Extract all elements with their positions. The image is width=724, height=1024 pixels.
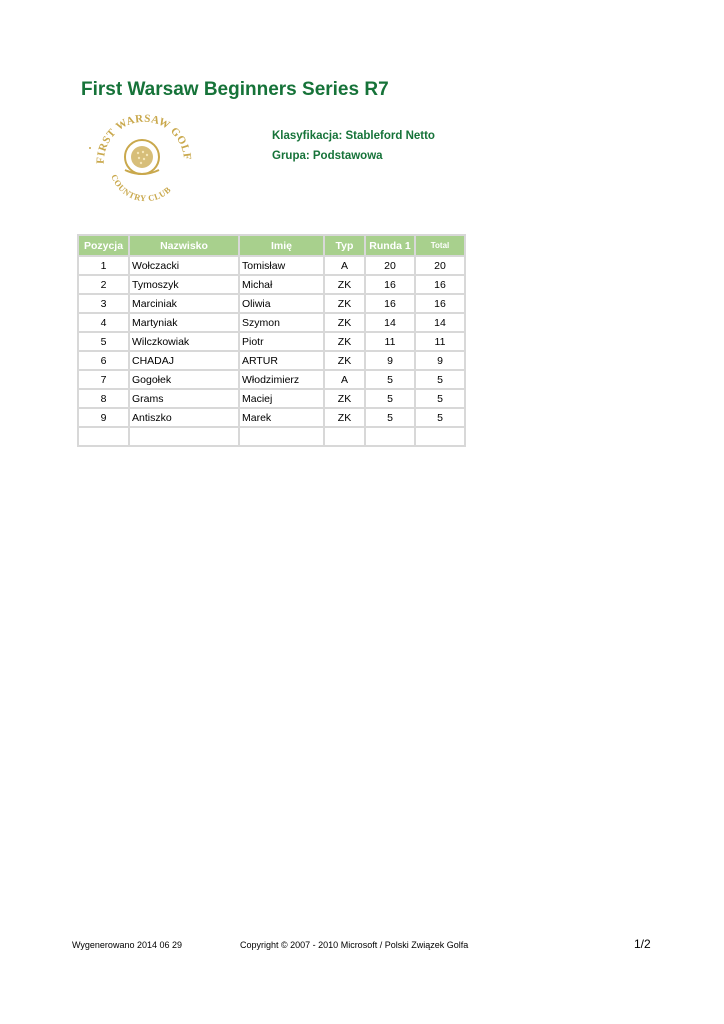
results-meta (272, 126, 435, 166)
cell-round-1: 14 (365, 313, 415, 332)
cell-round-1: 20 (365, 256, 415, 275)
cell-first-name: Szymon (239, 313, 324, 332)
club-logo (82, 108, 202, 208)
cell-position: 6 (78, 351, 129, 370)
cell-position: 8 (78, 389, 129, 408)
cell-position: 5 (78, 332, 129, 351)
table-row (78, 313, 465, 332)
cell-round-1: 5 (365, 389, 415, 408)
cell-total: 14 (415, 313, 465, 332)
table-row (78, 389, 465, 408)
cell-surname: Martyniak (129, 313, 239, 332)
cell-type: A (324, 256, 365, 275)
header-runda-1: Runda 1 (365, 235, 415, 256)
cell-round-1 (365, 427, 415, 446)
page-title: First Warsaw Beginners Series R7 (81, 79, 389, 100)
cell-type: ZK (324, 351, 365, 370)
classification-label: Klasyfikacja: Stableford Netto (272, 130, 435, 142)
cell-total: 20 (415, 256, 465, 275)
cell-surname (129, 427, 239, 446)
table-row (78, 351, 465, 370)
cell-round-1: 5 (365, 370, 415, 389)
cell-position: 9 (78, 408, 129, 427)
cell-surname: Wołczacki (129, 256, 239, 275)
cell-surname: Tymoszyk (129, 275, 239, 294)
cell-surname: CHADAJ (129, 351, 239, 370)
table-row (78, 275, 465, 294)
table-row (78, 370, 465, 389)
cell-first-name: Włodzimierz (239, 370, 324, 389)
table-row (78, 408, 465, 427)
cell-surname: Antiszko (129, 408, 239, 427)
cell-round-1: 16 (365, 275, 415, 294)
cell-position: 7 (78, 370, 129, 389)
cell-position: 4 (78, 313, 129, 332)
cell-position: 1 (78, 256, 129, 275)
cell-type: ZK (324, 294, 365, 313)
cell-surname: Wilczkowiak (129, 332, 239, 351)
cell-first-name: Piotr (239, 332, 324, 351)
cell-first-name: Tomisław (239, 256, 324, 275)
results-table (77, 234, 466, 447)
cell-position: 3 (78, 294, 129, 313)
table-row (78, 332, 465, 351)
cell-round-1: 9 (365, 351, 415, 370)
generated-date: Wygenerowano 2014 06 29 (72, 940, 182, 950)
cell-total: 9 (415, 351, 465, 370)
cell-total: 11 (415, 332, 465, 351)
cell-total: 16 (415, 275, 465, 294)
cell-first-name (239, 427, 324, 446)
header-nazwisko: Nazwisko (129, 235, 239, 256)
copyright-notice: Copyright © 2007 - 2010 Microsoft / Polski Związek Golfa (240, 940, 469, 950)
cell-surname: Grams (129, 389, 239, 408)
cell-total: 5 (415, 408, 465, 427)
header-pozycja: Pozycja (78, 235, 129, 256)
cell-first-name: Marek (239, 408, 324, 427)
cell-position (78, 427, 129, 446)
cell-total: 5 (415, 370, 465, 389)
cell-type (324, 427, 365, 446)
header-total: Total (415, 235, 465, 256)
header-imie: Imię (239, 235, 324, 256)
cell-round-1: 16 (365, 294, 415, 313)
cell-total: 16 (415, 294, 465, 313)
cell-type: ZK (324, 408, 365, 427)
cell-surname: Marciniak (129, 294, 239, 313)
cell-first-name: Maciej (239, 389, 324, 408)
cell-first-name: ARTUR (239, 351, 324, 370)
table-row (78, 427, 465, 446)
cell-first-name: Michał (239, 275, 324, 294)
cell-surname: Gogołek (129, 370, 239, 389)
cell-type: ZK (324, 275, 365, 294)
cell-type: A (324, 370, 365, 389)
page-number: 1/2 (634, 937, 651, 951)
cell-first-name: Oliwia (239, 294, 324, 313)
cell-position: 2 (78, 275, 129, 294)
cell-type: ZK (324, 389, 365, 408)
header-typ: Typ (324, 235, 365, 256)
cell-total (415, 427, 465, 446)
cell-round-1: 5 (365, 408, 415, 427)
svg-text:FIRST WARSAW GOLF: FIRST WARSAW GOLF (94, 112, 194, 165)
cell-total: 5 (415, 389, 465, 408)
cell-round-1: 11 (365, 332, 415, 351)
table-row (78, 256, 465, 275)
cell-type: ZK (324, 313, 365, 332)
group-label: Grupa: Podstawowa (272, 150, 383, 162)
table-header-row (78, 235, 465, 256)
svg-text:COUNTRY CLUB: COUNTRY CLUB (109, 172, 173, 204)
cell-type: ZK (324, 332, 365, 351)
table-row (78, 294, 465, 313)
